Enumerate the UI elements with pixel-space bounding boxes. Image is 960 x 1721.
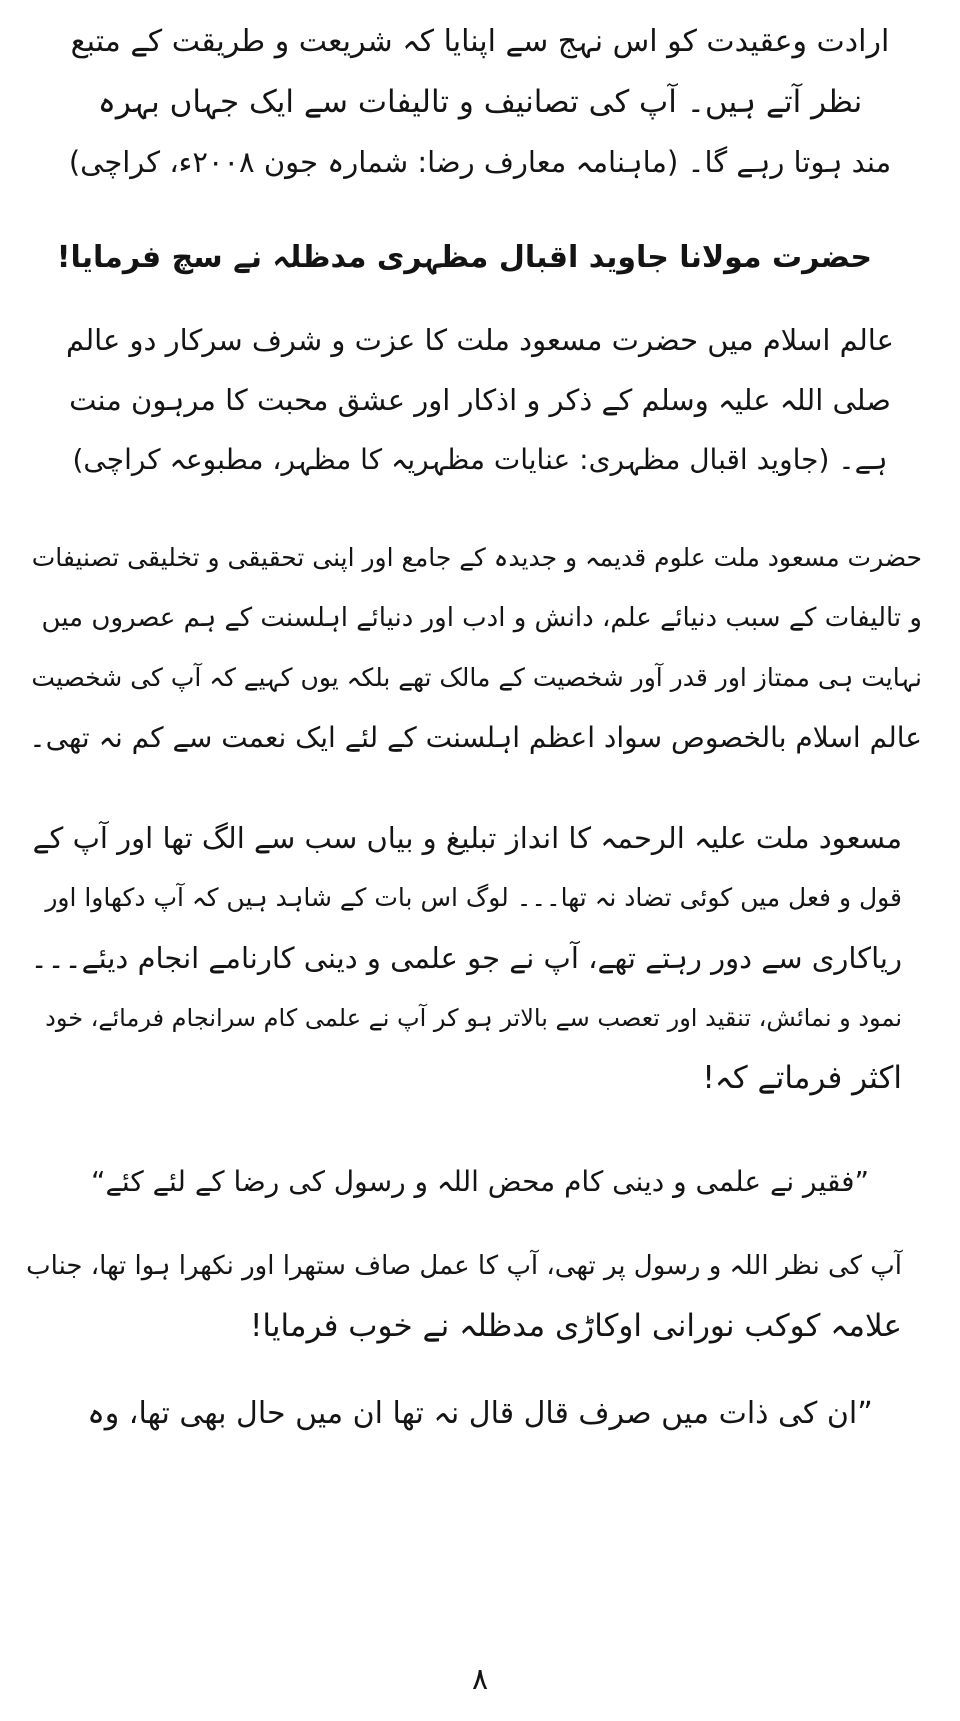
text-line: ”ان کی ذات میں صرف قال قال نہ تھا ان میں حال بھی تھا، وہ: [87, 1396, 873, 1431]
text-line: ارادت وعقیدت کو اس نہج سے اپنایا کہ شریعت و طریقت کے متبع: [70, 24, 890, 59]
quote-qaal-haal: [80, 1384, 880, 1444]
text-line: حضرت مولانا جاوید اقبال مظہری مدظلہ نے سچ فرمایا!: [56, 240, 872, 275]
quote-faqeer: [80, 1152, 880, 1212]
text-line: صلی اللہ علیہ وسلم کے ذکر و اذکار اور عشق محبت کا مرہون منت: [69, 383, 891, 417]
text-line: نمود و نمائش، تنقید اور تعصب سے بالاتر ہو کر آپ نے علمی کام سرانجام فرمائے، خود: [45, 1004, 902, 1032]
text-line: نہایت ہی ممتاز اور قدر آور شخصیت کے مالک تھے بلکہ یوں کہیے کہ آپ کی شخصیت: [31, 663, 922, 692]
text-line: نظر آتے ہیں۔ آپ کی تصانیف و تالیفات سے ایک جہاں بہرہ: [97, 84, 863, 120]
text-line: علامہ کوکب نورانی اوکاڑی مدظلہ نے خوب فرمایا!: [249, 1308, 902, 1344]
paragraph-masood-millat-description: [22, 528, 922, 768]
paragraph-citation-maarif-raza: [60, 12, 900, 192]
paragraph-tableegh-style: [22, 808, 902, 1108]
text-line: عالم اسلام بالخصوص سواد اعظم اہلسنت کے لئے ایک نعمت سے کم نہ تھی۔: [29, 721, 922, 754]
text-line: ریاکاری سے دور رہتے تھے، آپ نے جو علمی و دینی کارنامے انجام دیئے۔۔۔: [30, 941, 902, 975]
text-line: و تالیفات کے سبب دنیائے علم، دانش و ادب اور دنیائے اہلسنت کے ہم عصروں میں: [41, 603, 922, 633]
text-line: آپ کی نظر اللہ و رسول پر تھی، آپ کا عمل صاف ستھرا اور نکھرا ہوا تھا، جناب: [26, 1251, 902, 1281]
text-line: اکثر فرماتے کہ!: [702, 1060, 902, 1096]
text-line: ”فقیر نے علمی و دینی کام محض اللہ و رسول کی رضا کے لئے کئے“: [90, 1165, 869, 1198]
text-line: عالم اسلام میں حضرت مسعود ملت کا عزت و شرف سرکار دو عالم: [66, 323, 894, 357]
page-number: ۸: [471, 1662, 489, 1697]
text-line: قول و فعل میں کوئی تضاد نہ تھا۔۔۔ لوگ اس بات کے شاہد ہیں کہ آپ دکھاوا اور: [45, 883, 902, 912]
text-line: مسعود ملت علیہ الرحمہ کا انداز تبلیغ و بیاں سب سے الگ تھا اور آپ کے: [32, 821, 902, 855]
text-line: حضرت مسعود ملت علوم قدیمہ و جدیدہ کے جامع اور اپنی تحقیقی و تخلیقی تصنیفات: [31, 543, 922, 572]
text-line: ہے۔ (جاوید اقبال مظہری: عنایات مظہریہ کا مظہر، مطبوعہ کراچی): [72, 443, 888, 476]
paragraph-nazar-allah-rasool: [22, 1236, 902, 1356]
paragraph-javed-iqbal-intro: [40, 228, 872, 288]
text-line: مند ہوتا رہے گا۔ (ماہنامہ معارف رضا: شمارہ جون ۲۰۰۸ء، کراچی): [68, 145, 892, 179]
paragraph-javed-iqbal-quote: [60, 310, 900, 490]
